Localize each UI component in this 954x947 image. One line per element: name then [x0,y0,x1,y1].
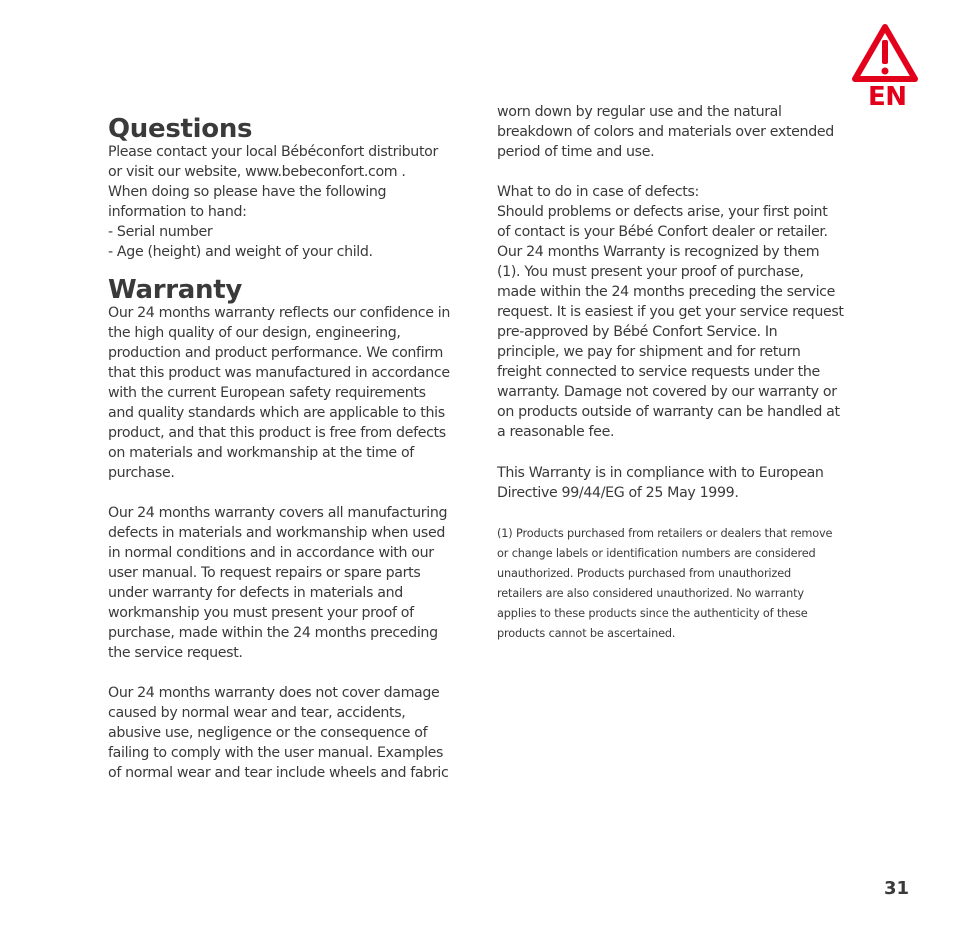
page-number: 31 [884,878,910,899]
warranty-paragraph-4: worn down by regular use and the natural breakdown of colors and materials over extended period of time and use. [497,104,834,160]
defects-paragraph: What to do in case of defects: Should problems or defects arise, your first point of contact is your Bébé Confort dealer or retailer. Our 24 months Warranty is recognized by them (1). You must present your proof of purchase, made within the 24 months preceding the service request. It is easiest if you get your service request pre-approved by Bébé Confort Service. In principle, we pay for shipment and for return freight connected to service requests under the warranty. Damage not covered by our warranty or on products outside of warranty can be handled at a reasonable fee. [497,184,844,440]
language-label: EN [868,82,907,112]
warning-triangle-icon [851,22,919,84]
warranty-paragraph-2: Our 24 months warranty covers all manufacturing defects in materials and workmanship when used in normal conditions and in accordance with our user manual. To request repairs or spare parts under warranty for defects in materials and workmanship you must present your proof of purchase, made within the 24 months preceding the service request. [108,505,448,661]
warranty-paragraph-3: Our 24 months warranty does not cover damage caused by normal wear and tear, accidents, abusive use, negligence or the consequence of failing to comply with the user manual. Examples of normal wear and tear include wheels and fabric [108,685,449,781]
footnote: (1) Products purchased from retailers or dealers that remove or change labels or identification numbers are considered unauthorized. Products purchased from unauthorized retailers are also considered unauthorized. No warranty applies to these products since the authenticity of these products cannot be ascertained. [497,527,833,640]
warranty-paragraph-1: Our 24 months warranty reflects our confidence in the high quality of our design, engineering, production and product performance. We confirm that this product was manufactured in accordance with the current European safety requirements and quality standards which are applicable to this product, and that this product is free from defects on materials and workmanship at the time of purchase. [108,305,451,481]
questions-heading: Questions [108,114,253,144]
questions-body: Please contact your local Bébéconfort distributor or visit our website, www.bebeconfort.com . When doing so please have the following information to hand: - Serial number - Age (height) and weight of your child. [108,144,438,260]
compliance-paragraph: This Warranty is in compliance with to European Directive 99/44/EG of 25 May 1999. [497,465,824,501]
warranty-heading: Warranty [108,275,242,305]
